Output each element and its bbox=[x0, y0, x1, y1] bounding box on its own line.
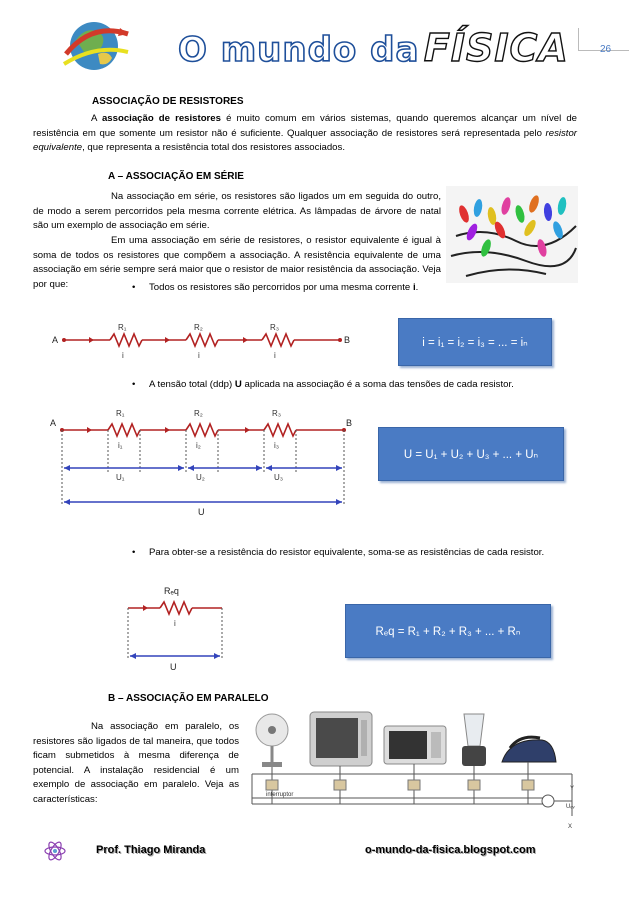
equivalent-resistor-circuit bbox=[124, 582, 228, 670]
footer-site[interactable]: o-mundo-da-fisica.blogspot.com bbox=[365, 844, 536, 856]
serie-para2: Em uma associação em série de resistores, o resistor equivalente é igual à soma de todos os resistores que compõem a associação. A resistência equivalente de uma associação em série sempre será maior que o resistor de maior resistência da associação. Veja por que: bbox=[33, 235, 441, 290]
intro-rest: é muito comum em vários sistemas, quando queremos alcançar um nível de resistência em que somente um resistor não é suficiente. Qualquer associação de resistores será representada pelo bbox=[33, 113, 577, 139]
label-R1: R₁ bbox=[118, 323, 127, 332]
label-U3: U₃ bbox=[274, 473, 284, 482]
microwave-icon bbox=[384, 726, 446, 764]
label-i-eq: i bbox=[174, 619, 176, 628]
title-part1: O mundo da bbox=[178, 30, 420, 70]
paralelo-para: Na associação em paralelo, os resistores são ligados de tal maneira, que todos ficam submetidos à mesma diferença de potencial. A instalação residencial é um exemplo de associação em paralelo. Veja as características: bbox=[33, 721, 239, 805]
label-A-2: A bbox=[50, 418, 57, 428]
label-uv: Uₑᵥ bbox=[566, 804, 575, 810]
bullet-dot-2: • bbox=[132, 379, 136, 390]
label-i-3: i bbox=[274, 351, 276, 360]
label-i1: i₁ bbox=[118, 441, 123, 450]
label-y: Y bbox=[570, 786, 575, 792]
label-B-2: B bbox=[346, 418, 353, 428]
label-Req: Rₑq bbox=[164, 586, 179, 596]
formula-voltage: U = U₁ + U₂ + U₃ + ... + Uₙ bbox=[378, 427, 564, 481]
page-number: 26 bbox=[600, 44, 612, 55]
label-interruptor: interruptor bbox=[266, 792, 294, 798]
label-U: U bbox=[198, 507, 205, 517]
household-parallel-circuit-image bbox=[248, 704, 582, 836]
title-part2: FÍSICA bbox=[423, 26, 569, 70]
label-i3: i₃ bbox=[274, 441, 280, 450]
christmas-lights-image bbox=[446, 186, 578, 283]
serie-para1: Na associação em série, os resistores são ligados um em seguida do outro, de modo a serem percorridos pela mesma corrente elétrica. As lâmpadas de árvore de natal são um exemplo de associação em série. bbox=[33, 191, 441, 232]
bullet2-b: aplicada na associação é a soma das tensões de cada resistor. bbox=[241, 379, 514, 390]
bullet2-a: A tensão total (ddp) bbox=[149, 379, 235, 390]
label-i2: i₂ bbox=[196, 441, 201, 450]
serie-heading: A – ASSOCIAÇÃO EM SÉRIE bbox=[108, 171, 244, 182]
bullet1-text bbox=[149, 281, 441, 296]
intro-lead: A bbox=[91, 113, 102, 124]
label-U-eq: U bbox=[170, 662, 177, 670]
series-circuit-current bbox=[52, 318, 362, 362]
bullet1-end: . bbox=[415, 282, 419, 293]
intro-italic: resistor equivalente bbox=[33, 127, 577, 154]
label-U1: U₁ bbox=[116, 473, 125, 482]
series-circuit-voltage bbox=[48, 402, 368, 520]
footer-author: Prof. Thiago Miranda bbox=[96, 844, 206, 856]
bullet1-bold: i bbox=[412, 282, 416, 293]
label-B: B bbox=[344, 335, 351, 345]
iron-icon bbox=[502, 737, 556, 762]
paralelo-heading: B – ASSOCIAÇÃO EM PARALELO bbox=[108, 693, 269, 704]
logo-globe-icon bbox=[62, 14, 132, 76]
label-U2: U₂ bbox=[196, 473, 205, 482]
formula-resistance: Rₑq = R₁ + R₂ + R₃ + ... + Rₙ bbox=[345, 604, 551, 658]
page-title bbox=[178, 26, 569, 74]
label-R3-2: R₃ bbox=[272, 409, 282, 418]
label-R1-2: R₁ bbox=[116, 409, 125, 418]
intro-bold: associação de resistores bbox=[101, 113, 221, 124]
bullet1-main: Todos os resistores são percorridos por uma mesma corrente bbox=[149, 282, 413, 293]
television-icon bbox=[310, 712, 372, 766]
label-x: X bbox=[568, 824, 573, 830]
label-i-2: i bbox=[198, 351, 200, 360]
bullet2-text bbox=[149, 378, 589, 393]
label-R2-2: R₂ bbox=[194, 409, 203, 418]
intro-end: , que representa a resistência total dos resistores associados. bbox=[82, 142, 345, 154]
label-A: A bbox=[52, 335, 59, 345]
label-i-1: i bbox=[122, 351, 124, 360]
bullet2-bold: U bbox=[234, 379, 242, 390]
bullet-dot-1: • bbox=[132, 282, 136, 293]
blender-icon bbox=[462, 714, 486, 766]
intro-paragraph bbox=[33, 112, 577, 156]
label-R2: R₂ bbox=[194, 323, 203, 332]
bullet3-text: Para obter-se a resistência do resistor equivalente, soma-se as resistências de cada resistor. bbox=[149, 547, 545, 558]
section-title: ASSOCIAÇÃO DE RESISTORES bbox=[92, 96, 244, 107]
formula-current: i = i₁ = i₂ = i₃ = ... = iₙ bbox=[398, 318, 552, 366]
bullet-dot-3: • bbox=[132, 547, 136, 558]
atom-icon bbox=[44, 840, 66, 862]
label-R3: R₃ bbox=[270, 323, 280, 332]
fan-icon bbox=[256, 714, 288, 767]
